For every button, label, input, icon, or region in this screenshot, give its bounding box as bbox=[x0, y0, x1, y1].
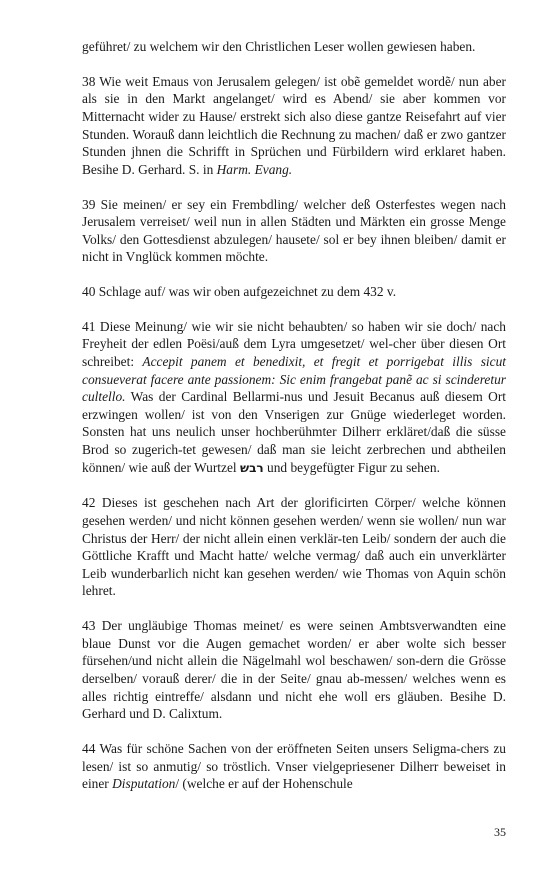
note-42 bbox=[82, 494, 506, 600]
note-43 bbox=[82, 617, 506, 723]
note-39 bbox=[82, 196, 506, 266]
italic-term: Disputation bbox=[112, 776, 176, 792]
hebrew-word: רבש bbox=[240, 460, 264, 475]
paragraph-text: 38 Wie weit Emaus von Jerusalem gelegen/ ist obẽ gemeldet wordẽ/ nun aber als sie in den Markt angelanget/ wird es Abend/ sie aber kommen vor Mitternacht wider zu Hause/ erstrekt sich also diese gantze Reisefahrt auf vier Stunden. Worauß dann leichtlich die Rechnung zu machen/ daß er zwo gantzer Stunden jhnen die Schrifft in Sprüchen und Fürbildern wird erklaret haben. Besihe D. Gerhard. S. in bbox=[82, 73, 506, 177]
paragraph-continued bbox=[82, 38, 506, 56]
note-38 bbox=[82, 73, 506, 179]
paragraph-text: 40 Schlage auf/ was wir oben aufgezeichnet zu dem 432 v. bbox=[82, 284, 397, 300]
paragraph-text: 43 Der ungläubige Thomas meinet/ es were seinen Ambtsverwandten eine blaue Dunst vor die Augen gemachet worden/ er aber wolte sich besser fürsehen/und nicht allein die Nägelmahl wol beschawen/ son-dern die Grösse derselben/ vorauß derer/ die in der Seite/ gnau ab-messen/ welches wenn es alles richtig eintreffe/ alsdann und nicht ehe woll ers gläuben. Besihe D. Gerhard und D. Calixtum. bbox=[82, 618, 506, 722]
note-41 bbox=[82, 318, 506, 477]
paragraph-text: 39 Sie meinen/ er sey ein Frembdling/ welcher deß Osterfestes wegen nach Jerusalem verreiset/ weil nun in allen Städten und Märkten ein grosse Menge Volks/ den Gottesdienst abzulegen/ hausete/ sol er bey ihnen bleiben/ damit er nicht in Vnglück kommen möchte. bbox=[82, 196, 506, 265]
note-40 bbox=[82, 283, 506, 301]
paragraph-text: / (welche er auf der Hohenschule bbox=[175, 776, 353, 792]
paragraph-text: und beygefügter Figur zu sehen. bbox=[263, 459, 440, 475]
paragraph-text: 42 Dieses ist geschehen nach Art der glorificirten Cörper/ welche können gesehen werden/ und nicht können gesehen werden/ wenn sie wollen/ nun war Christus der Herr/ der nicht allein einen verklär-ten Leib/ sondern der auch die Göttliche Krafft und Macht hatte/ welche vermag/ daß auch ein unverklärter Leib wunderbarlich nicht kan gesehen werden/ wie Thomas von Aquin schön lehret. bbox=[82, 495, 506, 599]
paragraph-text: geführet/ zu welchem wir den Christlichen Leser wollen gewiesen haben. bbox=[82, 39, 476, 54]
italic-reference: Harm. Evang. bbox=[216, 161, 293, 177]
paragraph-text: Was der Cardinal Bellarmi-nus und Jesuit Becanus auß diesem Ort erzwingen wollen/ ist von den Vnserigen zur Gnüge wiederleget worden. Sonsten hat uns neulich unser hochberühmter Dilherr erkläret/daß die süsse Brod so zugerich-tet gewesen/ daß man sie leicht zerbrechen und abtheilen können/ wie auß der Wurtzel bbox=[82, 389, 506, 475]
paragraph-text: 41 Diese Meinung/ wie wir sie nicht behaubten/ so haben wir sie doch/ nach Freyheit der edlen Poësi/auß dem Lyra umgesetzet/ wel-cher über diesen Ort schreibet: bbox=[82, 318, 506, 370]
page-body bbox=[82, 38, 506, 793]
latin-quotation: Accepit panem et benedixit, et fregit et porrigebat illis sicut consueverat facere ante passionem: Sic enim frangebat panẽ ac si scinderetur cultello. bbox=[82, 354, 506, 405]
paragraph-text: 44 Was für schöne Sachen von der eröffneten Seiten unsers Seligma-chers zu lesen/ ist so anmutig/ so tröstlich. Vnser vielgepriesener Dilherr beweiset in einer bbox=[82, 740, 506, 792]
page-number: 35 bbox=[494, 825, 506, 839]
note-44 bbox=[82, 740, 506, 793]
